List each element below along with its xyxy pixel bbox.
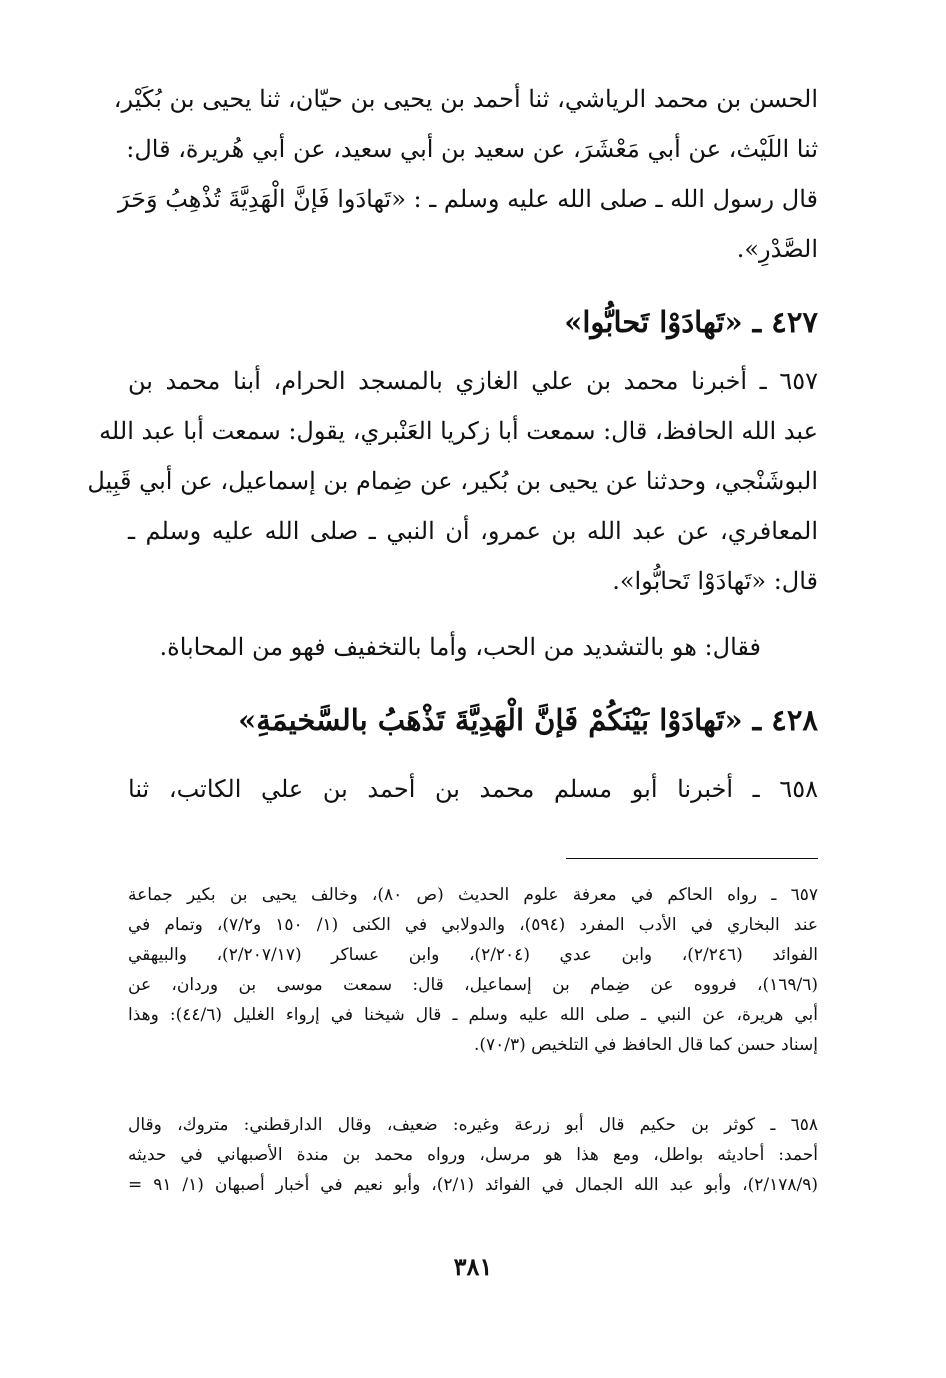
hadith-heading-427: ٤٢٧ ـ «تَهادَوْا تَحابُّوا» xyxy=(564,305,818,339)
text-line: الصَّدْرِ». xyxy=(736,235,818,263)
text-line: ٦٥٨ ـ أخبرنا أبو مسلم محمد بن أحمد بن علي الكاتب، ثنا xyxy=(128,775,818,803)
text-line: المعافري، عن عبد الله بن عمرو، أن النبي ـ صلى الله عليه وسلم ـ xyxy=(128,517,818,545)
page-number: ٣٨١ xyxy=(453,1252,493,1281)
footnote-line: الفوائد (٢/٢٤٦)، وابن عدي (٢/٢٠٤)، وابن عساكر (٢/٢٠٧/١٧)، والبيهقي xyxy=(128,945,818,965)
text-line: ثنا اللَيْث، عن أبي مَعْشَرَ، عن سعيد بن أبي سعيد، عن أبي هُريرة، قال: xyxy=(126,135,818,163)
footnote-line: عند البخاري في الأدب المفرد (٥٩٤)، والدولابي في الكنى (١/ ١٥٠ و٧/٢)، وتمام في xyxy=(128,915,818,935)
footnote-line: إسناد حسن كما قال الحافظ في التلخيص (٧٠/٣). xyxy=(473,1035,818,1055)
footnote-line: ٦٥٨ ـ كوثر بن حكيم قال أبو زرعة وغيره: ضعيف، وقال الدارقطني: متروك، وقال xyxy=(128,1115,818,1135)
text-line: البوشَنْجي، وحدثنا عن يحيى بن بُكير، عن ضِمام بن إسماعيل، عن أبي قَبِيل xyxy=(87,467,818,495)
hadith-heading-428: ٤٢٨ ـ «تَهادَوْا بَيْنَكُمْ فَإنَّ الْهَدِيَّةَ تَذْهَبُ بالسَّخيمَةِ» xyxy=(238,703,818,737)
footnote-line: (٢/١٧٨/٩)، وأبو عبد الله الجمال في الفوائد (٢/١)، وأبو نعيم في أخبار أصبهان (١/ ٩١ = xyxy=(128,1175,819,1195)
footnote-line: أحمد: أحاديثه بواطل، ومع هذا هو مرسل، ورواه محمد بن مندة الأصبهاني في حديثه xyxy=(128,1145,818,1165)
footnote-separator xyxy=(566,858,818,859)
footnote-line: (١٦٩/٦)، فرووه عن ضِمام بن إسماعيل، قال: سمعت موسى بن وردان، عن xyxy=(128,975,818,995)
footnote-line: ٦٥٧ ـ رواه الحاكم في معرفة علوم الحديث (ص ٨٠)، وخالف يحيى بن بكير جماعة xyxy=(128,885,818,905)
explanation-line: فقال: هو بالتشديد من الحب، وأما بالتخفيف فهو من المحاباة. xyxy=(159,633,761,661)
text-line: الحسن بن محمد الرياشي، ثنا أحمد بن يحيى بن حيّان، ثنا يحيى بن بُكَيْر، xyxy=(113,85,818,113)
text-line: قال رسول الله ـ صلى الله عليه وسلم ـ : «تَهادَوا فَإنَّ الْهَدِيَّةَ تُذْهِبُ وَحَرَ xyxy=(117,185,818,213)
text-line: قال: «تَهادَوْا تَحابُّوا». xyxy=(612,567,818,595)
text-line: عبد الله الحافظ، قال: سمعت أبا زكريا العَنْبري، يقول: سمعت أبا عبد الله xyxy=(99,417,818,445)
footnote-line: أبي هريرة، عن النبي ـ صلى الله عليه وسلم ـ قال شيخنا في إرواء الغليل (٤٤/٦): وهذا xyxy=(128,1005,818,1025)
text-line: ٦٥٧ ـ أخبرنا محمد بن علي الغازي بالمسجد الحرام، أبنا محمد بن xyxy=(128,367,818,395)
